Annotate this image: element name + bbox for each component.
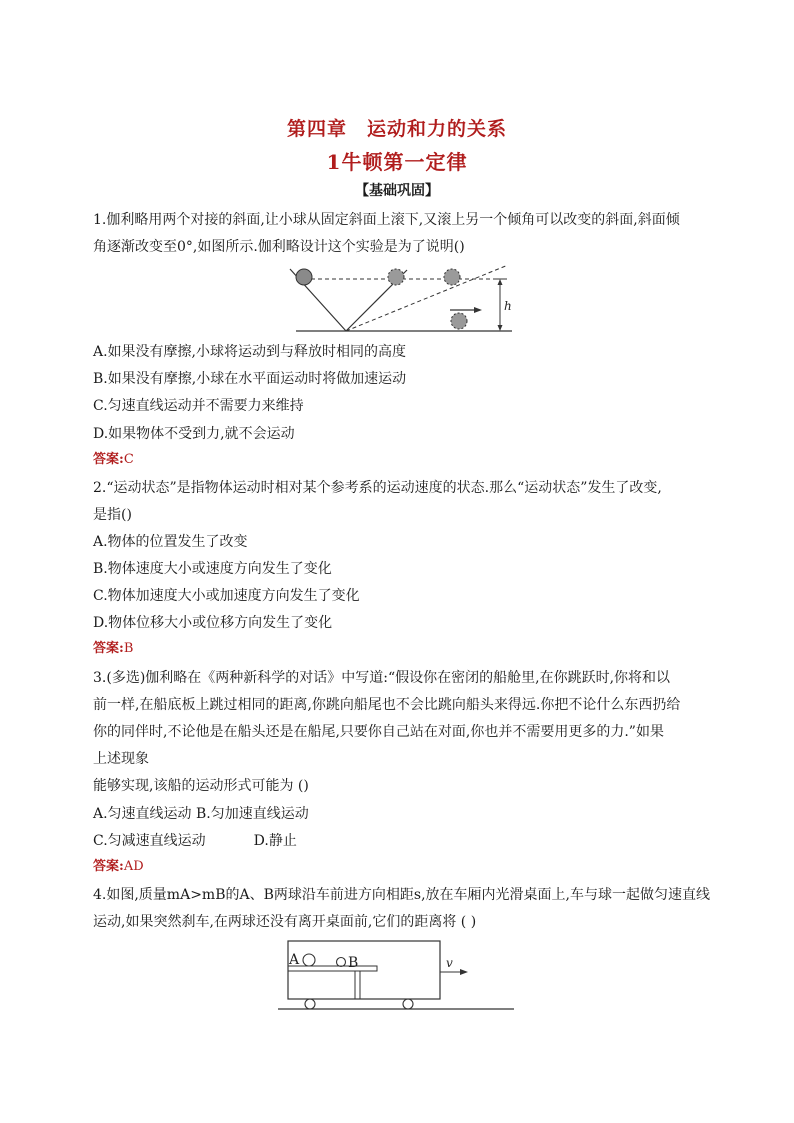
q3-answer xyxy=(93,858,705,876)
q4-label-v: v xyxy=(446,956,453,970)
section-title: 1牛顿第一定律 xyxy=(326,150,468,174)
q1-option-c: C.匀速直线运动并不需要力来维持 xyxy=(93,398,304,414)
q1-option-b: B.如果没有摩擦,小球在水平面运动时将做加速运动 xyxy=(93,371,407,387)
q1-ball-dashed-3 xyxy=(451,313,467,329)
q3-stem-line1: 3.(多选)伽利略在《两种新科学的对话》中写道:“假设你在密闭的船舱里,在你跳跃时,你将和以 xyxy=(93,670,671,686)
q2-option-c: C.物体加速度大小或加速度方向发生了变化 xyxy=(93,588,360,604)
q1-height-label: h xyxy=(504,299,512,313)
q1-ball-dashed-2 xyxy=(444,269,460,285)
q1-incline-figure xyxy=(280,262,520,340)
q4-wheel-right xyxy=(403,999,413,1009)
chapter-number: 第四章 xyxy=(286,118,347,140)
q3-option-d: D.静止 xyxy=(253,833,297,849)
q3-option-c: C.匀减速直线运动 xyxy=(93,833,206,849)
chapter-name: 运动和力的关系 xyxy=(367,118,508,140)
q2-option-b: B.物体速度大小或速度方向发生了变化 xyxy=(93,561,332,577)
q1-option-d: D.如果物体不受到力,就不会运动 xyxy=(93,426,295,442)
q3-options-row2 xyxy=(93,832,705,850)
q4-cart-body xyxy=(288,941,440,999)
q1-option-a: A.如果没有摩擦,小球将运动到与释放时相同的高度 xyxy=(93,344,407,360)
subsection-heading: 【基础巩固】 xyxy=(355,183,439,199)
q1-ball-dashed-1 xyxy=(388,269,404,285)
q3-stem-line3: 你的同伴时,不论他是在船头还是在船尾,只要你自己站在对面,你也并不需要用更多的力.”如果 xyxy=(93,724,664,740)
q1-gentle-incline xyxy=(346,265,508,331)
q1-arrow-head xyxy=(474,307,482,313)
q4-stem-line1: 4.如图,质量mA>mB的A、B两球沿车前进方向相距s,放在车厢内光滑桌面上,车与球一起做匀速直线 xyxy=(93,887,710,903)
q1-height-arrow-down xyxy=(498,325,503,331)
q4-ball-a xyxy=(303,954,315,966)
q1-stem-line1: 1.伽利略用两个对接的斜面,让小球从固定斜面上滚下,又滚上另一个倾角可以改变的斜面,斜面倾 xyxy=(93,212,680,228)
q2-answer-value: B xyxy=(123,641,134,656)
q1-stem-line2: 角逐渐改变至0°,如图所示.伽利略设计这个实验是为了说明() xyxy=(93,239,465,255)
q2-answer xyxy=(93,640,705,658)
chapter-title xyxy=(0,114,794,141)
q3-option-b: B.匀加速直线运动 xyxy=(196,806,309,822)
q4-label-a: A xyxy=(289,952,300,968)
q4-stem-line2: 运动,如果突然刹车,在两球还没有离开桌面前,它们的距离将 ( ) xyxy=(93,914,477,930)
q4-cart-figure xyxy=(278,935,518,1015)
q2-stem-line2: 是指() xyxy=(93,507,132,523)
q2-option-d: D.物体位移大小或位移方向发生了变化 xyxy=(93,615,333,631)
q3-answer-label: 答案: xyxy=(93,859,124,874)
q4-label-b: B xyxy=(348,955,359,971)
q2-answer-label: 答案: xyxy=(93,641,124,656)
q1-answer-value: C xyxy=(123,452,134,467)
q4-velocity-arrow-head xyxy=(460,969,468,975)
q4-wheel-left xyxy=(305,999,315,1009)
q3-answer-value: AD xyxy=(123,859,144,874)
q1-answer xyxy=(93,451,705,469)
q3-option-a: A.匀速直线运动 xyxy=(93,806,192,822)
q3-options-row1 xyxy=(93,805,705,823)
q1-ball-start xyxy=(296,269,312,285)
q3-stem-line5: 能够实现,该船的运动形式可能为 () xyxy=(93,778,309,794)
q2-stem-line1: 2.“运动状态”是指物体运动时相对某个参考系的运动速度的状态.那么“运动状态”发生了改变, xyxy=(93,480,662,496)
q3-stem-line4: 上述现象 xyxy=(93,751,149,767)
q1-height-arrow-up xyxy=(498,279,503,285)
q2-option-a: A.物体的位置发生了改变 xyxy=(93,534,248,550)
q4-table-top xyxy=(288,966,377,971)
q4-ball-b xyxy=(337,958,346,967)
q3-stem-line2: 前一样,在船底板上跳过相同的距离,你跳向船尾也不会比跳向船头来得远.你把不论什么东西扔给 xyxy=(93,697,681,713)
q1-answer-label: 答案: xyxy=(93,452,124,467)
